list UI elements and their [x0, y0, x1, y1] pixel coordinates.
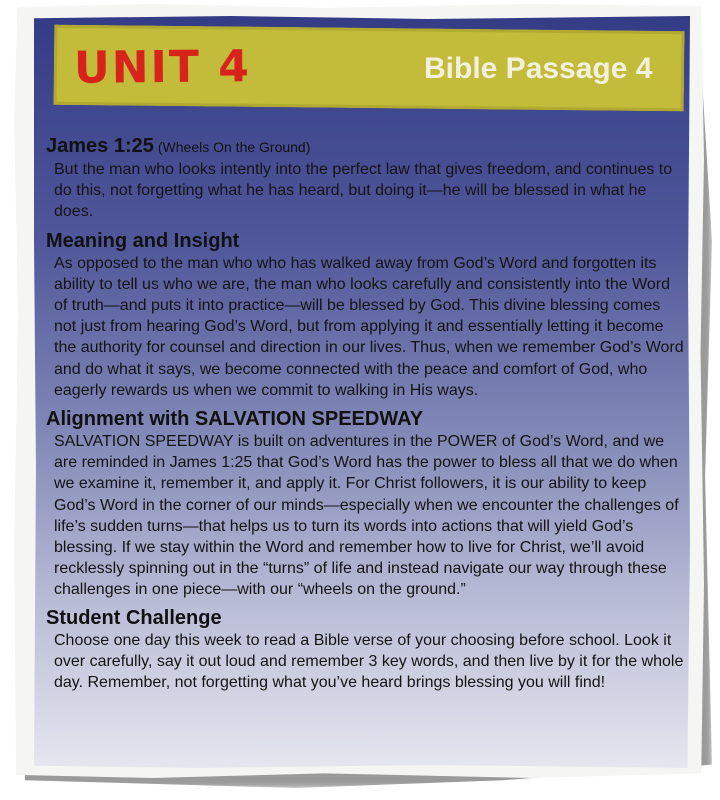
alignment-heading: Alignment with SALVATION SPEEDWAY [46, 408, 424, 431]
passage-title: Bible Passage 4 [424, 52, 653, 85]
alignment-text: SALVATION SPEEDWAY is built on adventures in the POWER of God’s Word, and we are reminded in James 1:25 that God’s Word has the power to bless all that we do when we examine it, remember it, and apply it. For Christ followers, it is our ability to keep God’s Word in the corner of our minds—especially when we encounter the challenges of life’s sudden turns—that helps us to turn its words into actions that will yield God’s blessing. If we stay within the Word and remember how to live for Christ, we’ll avoid recklessly spinning out in the “turns” of life and instead navigate our way through these challenges in one piece—with our “wheels on the ground.” [54, 433, 679, 599]
verse-reference: James 1:25 [46, 135, 154, 157]
challenge-heading: Student Challenge [46, 606, 222, 629]
challenge-text: Choose one day this week to read a Bible verse of your choosing before school. Look it over carefully, say it out loud and remember 3 key words, and then live by it for the whole day. Remember, not forgetting what you’ve heard brings blessing you will find! [54, 631, 684, 692]
main-content [46, 134, 686, 693]
verse-note: (Wheels On the Ground) [157, 139, 311, 155]
verse-heading [46, 134, 686, 159]
meaning-text: As opposed to the man who who has walked away from God’s Word and forgotten its ability to tell us who we are, the man who looks carefully and consistently into the Word of truth—and puts it into practice—will be blessed by God. This divine blessing comes not just from hearing God’s Word, but from applying it and essentially letting it become the authority for counsel and direction in our lives. Thus, when we remember God’s Word and do what it says, we become connected with the peace and comfort of God, who eagerly rewards us when we commit to walking in His ways. [54, 254, 684, 399]
verse-text: But the man who looks intently into the perfect law that gives freedom, and continues to do this, not forgetting what he has heard, but doing it—he will be blessed in what he does. [54, 161, 673, 221]
unit-title: UNIT 4 [73, 41, 252, 94]
meaning-heading: Meaning and Insight [46, 229, 240, 252]
